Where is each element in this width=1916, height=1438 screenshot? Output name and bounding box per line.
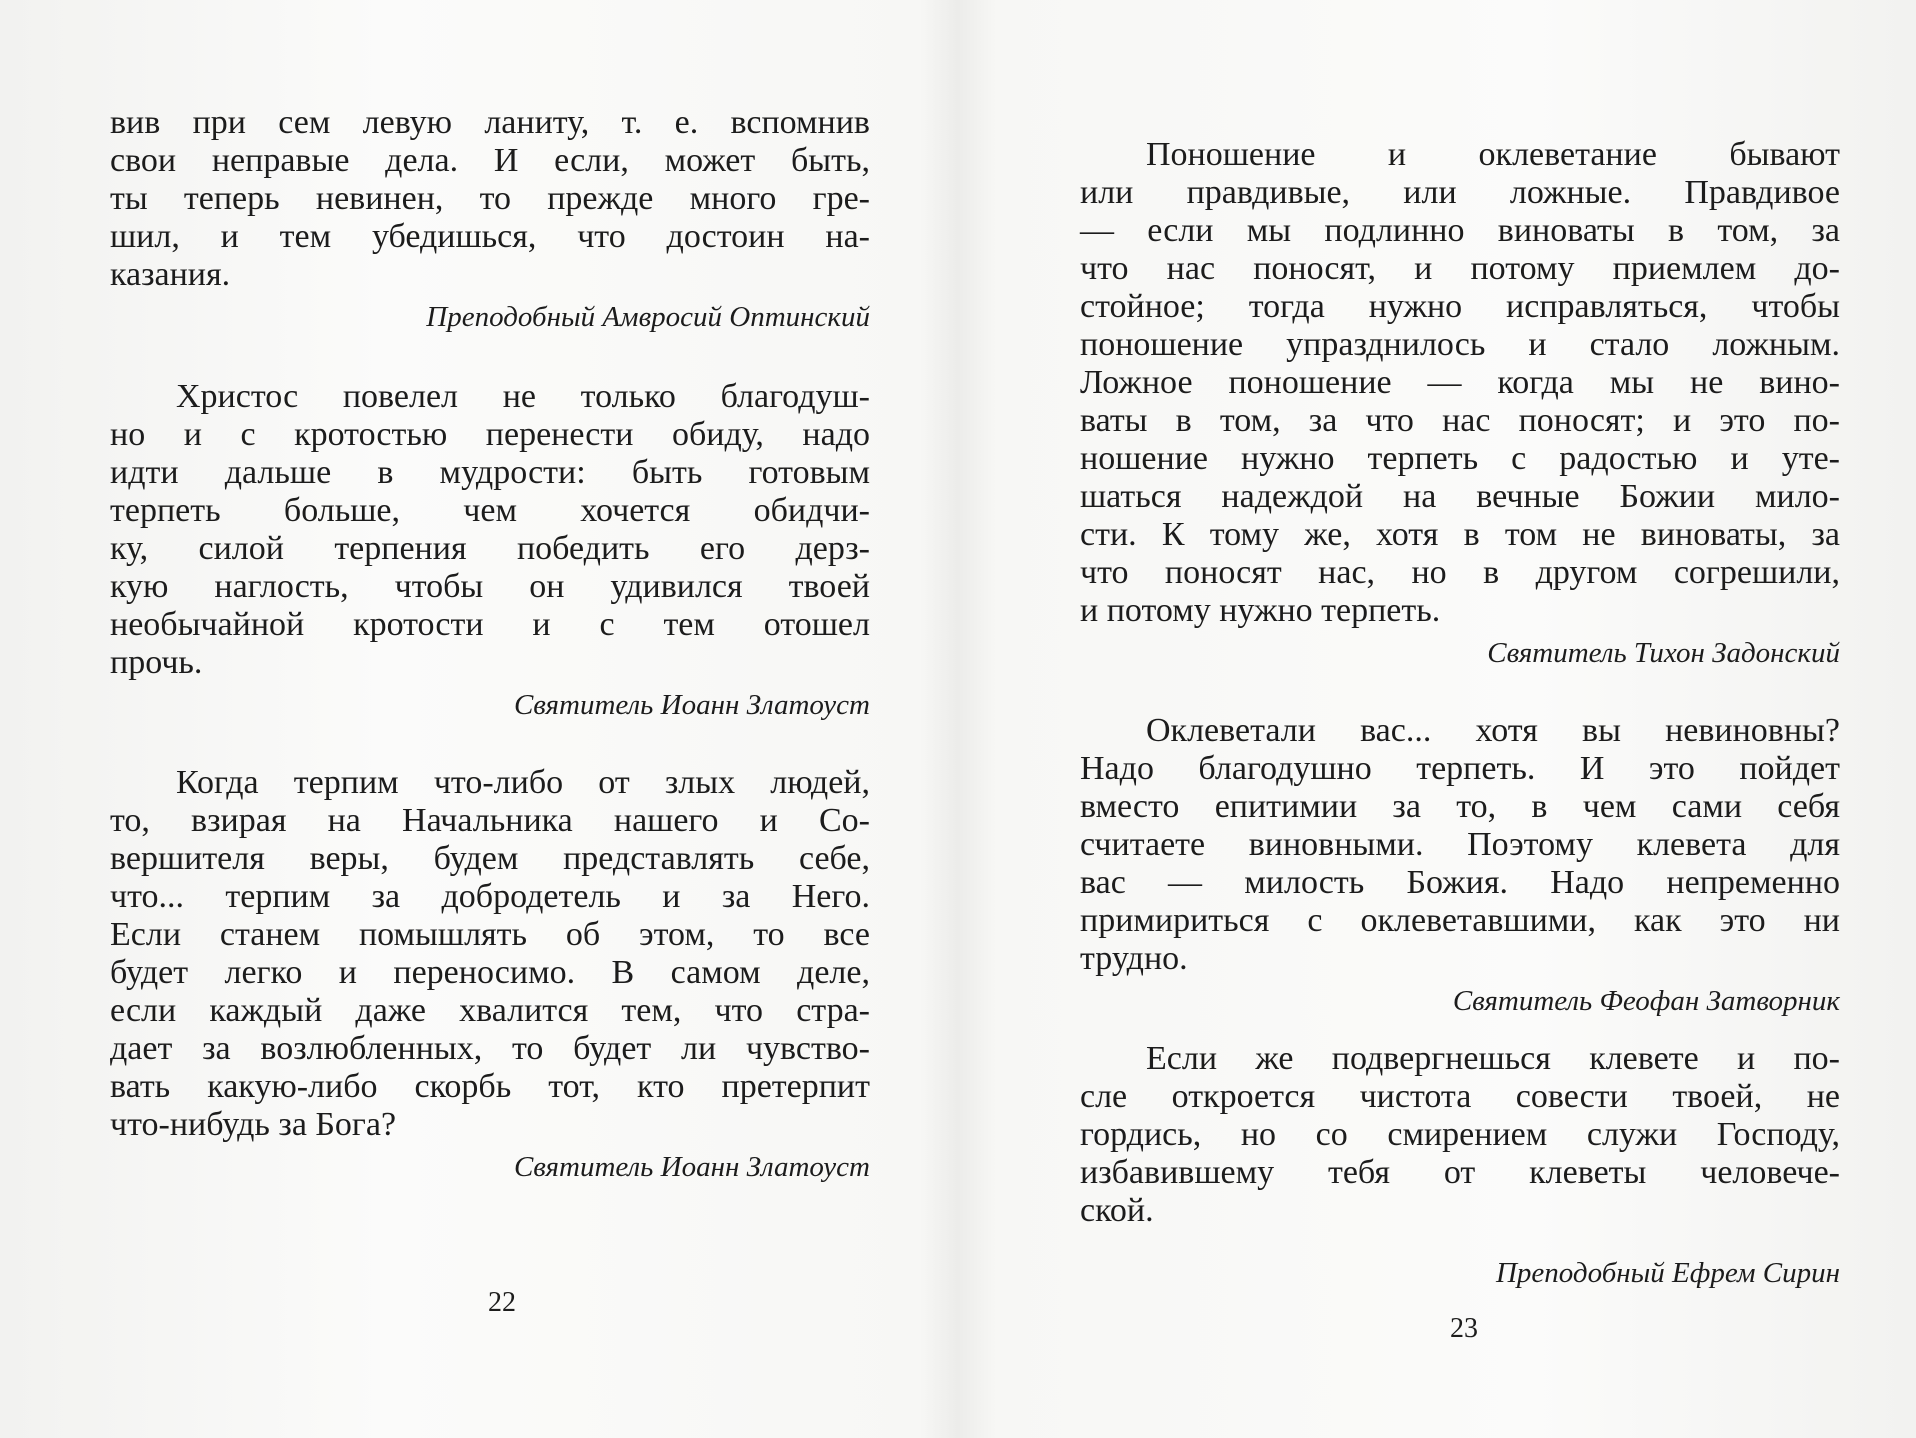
text-line: Если же подвергнешься клевете и по- xyxy=(1146,1040,1840,1077)
text-line: дает за возлюбленных, то будет ли чувство- xyxy=(110,1030,870,1067)
text-line: Если станем помышлять об этом, то все xyxy=(110,916,870,953)
text-line: стойное; тогда нужно исправляться, чтобы xyxy=(1080,288,1840,325)
page-number: 23 xyxy=(1450,1313,1478,1344)
text-line: вершителя веры, будем представлять себе, xyxy=(110,840,870,877)
text-line: прочь. xyxy=(110,644,203,681)
text-line: вместо епитимии за то, в чем сами себя xyxy=(1080,788,1840,825)
text-line: — если мы подлинно виноваты в том, за xyxy=(1080,212,1840,249)
quote-author: Святитель Иоанн Златоуст xyxy=(513,689,870,721)
text-line: свои неправые дела. И если, может быть, xyxy=(110,142,870,179)
page-number: 22 xyxy=(488,1287,516,1318)
text-line: вать какую-либо скорбь тот, кто претерпит xyxy=(110,1068,870,1105)
quote-text xyxy=(1080,136,1840,630)
text-line: что нас поносят, и потому приемлем до- xyxy=(1080,250,1840,287)
text-line: необычайной кротости и с тем отошел xyxy=(110,606,870,643)
quote-text xyxy=(110,104,870,294)
text-line: шаться надеждой на вечные Божии мило- xyxy=(1080,478,1840,515)
quote-text xyxy=(1080,1040,1840,1230)
text-line: ваты в том, за что нас поносят; и это по- xyxy=(1080,402,1840,439)
text-line: ты теперь невинен, то прежде много гре- xyxy=(110,180,870,217)
text-line: вив при сем левую ланиту, т. е. вспомнив xyxy=(110,104,870,141)
text-line: кую наглость, чтобы он удивился твоей xyxy=(110,568,870,605)
quote-block xyxy=(110,378,870,722)
quote-block xyxy=(1080,712,1840,1018)
text-line: ку, силой терпения победить его дерз- xyxy=(110,530,870,567)
text-line: Оклеветали вас... хотя вы невиновны? xyxy=(1146,712,1840,749)
text-line: трудно. xyxy=(1080,940,1188,977)
text-line: сле откроется чистота совести твоей, не xyxy=(1080,1078,1840,1115)
text-line: Ложное поношение — когда мы не вино- xyxy=(1080,364,1840,401)
text-line: Христос повелел не только благодуш- xyxy=(176,378,870,415)
text-line: считаете виновными. Поэтому клевета для xyxy=(1080,826,1840,863)
quote-author: Преподобный Амвросий Оптинский xyxy=(426,301,870,333)
quote-author: Святитель Тихон Задонский xyxy=(1487,637,1840,669)
quote-author: Святитель Феофан Затворник xyxy=(1452,985,1840,1017)
quote-block xyxy=(1080,136,1840,670)
text-line: или правдивые, или ложные. Правдивое xyxy=(1080,174,1840,211)
text-line: примириться с оклеветавшими, как это ни xyxy=(1080,902,1840,939)
quote-block xyxy=(110,764,870,1184)
text-line: и потому нужно терпеть. xyxy=(1080,592,1441,629)
text-line: поношение упразднилось и стало ложным. xyxy=(1080,326,1840,363)
text-line: гордись, но со смирением служи Господу, xyxy=(1080,1116,1840,1153)
quote-block xyxy=(110,104,870,334)
text-line: Поношение и оклеветание бывают xyxy=(1146,136,1840,173)
text-line: вас — милость Божия. Надо непременно xyxy=(1080,864,1840,901)
text-line: Когда терпим что-либо от злых людей, xyxy=(176,764,870,801)
text-line: что... терпим за добродетель и за Него. xyxy=(110,878,870,915)
quote-text xyxy=(110,764,870,1144)
quote-text xyxy=(1080,712,1840,978)
text-line: ской. xyxy=(1080,1192,1154,1229)
quote-author: Святитель Иоанн Златоуст xyxy=(513,1151,870,1183)
text-line: избавившему тебя от клеветы человече- xyxy=(1080,1154,1840,1191)
quote-block xyxy=(1080,1040,1840,1290)
text-line: идти дальше в мудрости: быть готовым xyxy=(110,454,870,491)
text-line: то, взирая на Начальника нашего и Со- xyxy=(110,802,870,839)
text-line: если каждый даже хвалится тем, что стра- xyxy=(110,992,870,1029)
text-line: но и с кротостью перенести обиду, надо xyxy=(110,416,870,453)
text-line: терпеть больше, чем хочется обидчи- xyxy=(110,492,870,529)
quote-text xyxy=(110,378,870,682)
text-line: сти. К тому же, хотя в том не виноваты, за xyxy=(1080,516,1840,553)
text-line: Надо благодушно терпеть. И это пойдет xyxy=(1080,750,1840,787)
text-line: будет легко и переносимо. В самом деле, xyxy=(110,954,870,991)
text-line: шил, и тем убедишься, что достоин на- xyxy=(110,218,870,255)
quote-author: Преподобный Ефрем Сирин xyxy=(1495,1257,1840,1289)
text-line: ношение нужно терпеть с радостью и уте- xyxy=(1080,440,1840,477)
text-line: казания. xyxy=(110,256,231,293)
text-line: что поносят нас, но в другом согрешили, xyxy=(1080,554,1840,591)
text-line: что-нибудь за Бога? xyxy=(110,1106,397,1143)
